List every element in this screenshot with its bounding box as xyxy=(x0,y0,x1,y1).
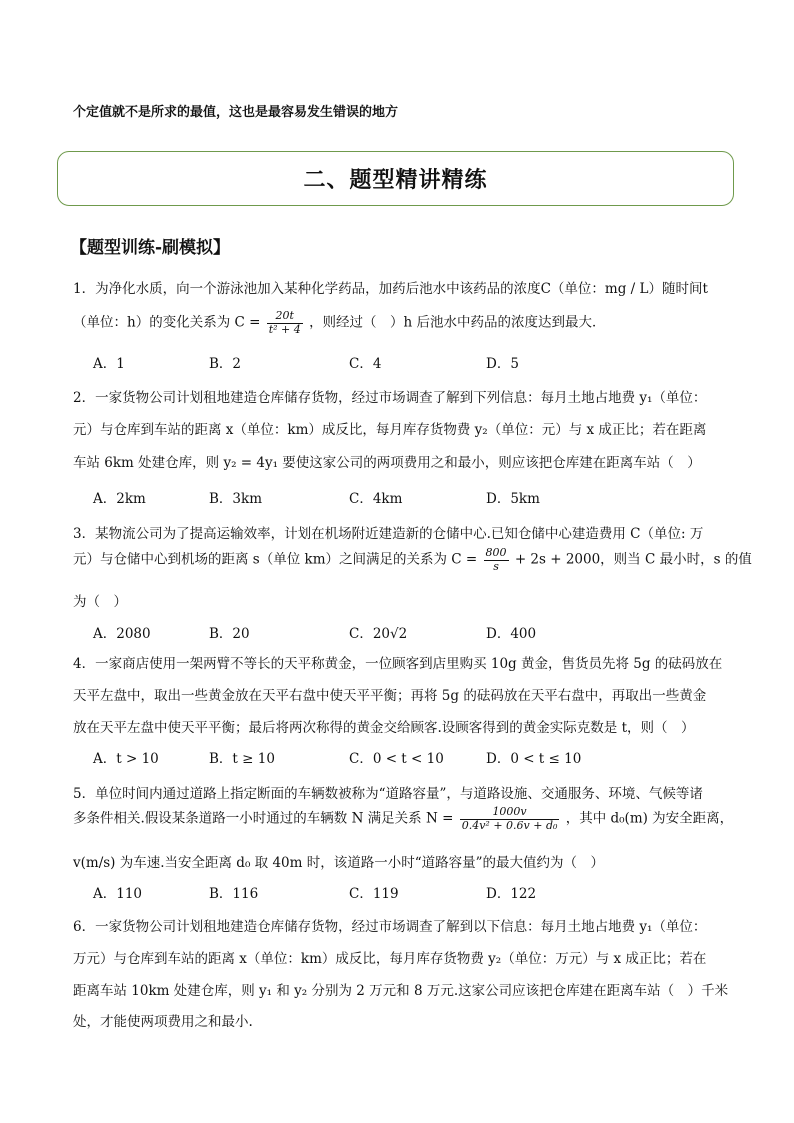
q1-line-2-text-a: （单位：h）的变化关系为 C = xyxy=(73,314,261,331)
q2-option-c: C．4km xyxy=(349,491,403,507)
intro-text: 个定值就不是所求的最值，这也是最容易发生错误的地方 xyxy=(73,105,399,120)
q6-line-2: 万元）与仓库到车站的距离 x（单位：km）成反比，每月库存货物费 y₂（单位：万元）与 x 成正比；若在 xyxy=(73,951,707,967)
q1-fraction-numerator: 20t xyxy=(267,310,303,324)
q5-options xyxy=(93,882,613,900)
q3-option-c: C．20√2 xyxy=(349,626,408,642)
q3-option-a: A．2080 xyxy=(93,626,151,642)
q5-option-d: D．122 xyxy=(486,886,537,902)
q3-fraction-numerator: 800 xyxy=(485,546,507,559)
q4-line-2: 天平左盘中，取出一些黄金放在天平右盘中使天平平衡；再将 5g 的砝码放在天平右盘中，再取出一些黄金 xyxy=(73,688,707,704)
q2-option-d: D．5km xyxy=(486,491,540,507)
q1-fraction-denominator: t² + 4 xyxy=(268,322,301,336)
q1-option-b: B．2 xyxy=(209,356,242,372)
q1-options xyxy=(93,352,613,370)
q2-line-1: 2．一家货物公司计划租地建造仓库储存货物，经过市场调查了解到下列信息：每月土地占地费 y₁（单位： xyxy=(73,390,707,406)
q4-option-d: D．0 < t ≤ 10 xyxy=(486,751,582,767)
q6-line-3: 距离车站 10km 处建仓库，则 y₁ 和 y₂ 分别为 2 万元和 8 万元.这家公司应该把仓库建在距离车站（ ）千米 xyxy=(73,983,729,999)
section-banner xyxy=(57,151,734,206)
q6-line-1: 6．一家货物公司计划租地建造仓库储存货物，经过市场调查了解到以下信息：每月土地占地费 y₁（单位： xyxy=(73,919,707,935)
q6-line-4: 处，才能使两项费用之和最小. xyxy=(73,1014,253,1030)
q3-line-2-text-a: 元）与仓储中心到机场的距离 s（单位 km）之间满足的关系为 C = xyxy=(73,551,478,568)
q5-fraction-numerator: 1000v xyxy=(460,806,560,820)
q4-line-3: 放在天平左盘中使天平平衡；最后将两次称得的黄金交给顾客.设顾客得到的黄金实际克数是 t，则（ ） xyxy=(73,720,695,736)
q4-option-a: A．t > 10 xyxy=(93,751,159,767)
section-tag: 【题型训练-刷模拟】 xyxy=(70,238,231,258)
q5-line-2 xyxy=(73,806,733,832)
q2-option-a: A．2km xyxy=(93,491,146,507)
banner-title: 二、题型精讲精练 xyxy=(303,168,488,193)
q1-line-2 xyxy=(73,310,606,336)
q2-line-2: 元）与仓库到车站的距离 x（单位：km）成反比，每月库存货物费 y₂（单位：元）与 x 成正比；若在距离 xyxy=(73,422,707,438)
q4-option-b: B．t ≥ 10 xyxy=(209,751,275,767)
q3-line-3: 为（ ） xyxy=(73,594,127,610)
q3-line-1: 3．某物流公司为了提高运输效率，计划在机场附近建造新的仓储中心.已知仓储中心建造费用 C（单位: 万 xyxy=(73,526,704,542)
q4-option-c: C．0 < t < 10 xyxy=(349,751,444,767)
q1-option-d: D．5 xyxy=(486,356,519,372)
q5-option-a: A．110 xyxy=(93,886,143,902)
q5-line-2-text-b: ，其中 d₀(m) 为安全距离， xyxy=(565,810,734,827)
q5-option-b: B．116 xyxy=(209,886,259,902)
q5-line-2-text-a: 多条件相关.假设某条道路一小时通过的车辆数 N 满足关系 N = xyxy=(73,810,454,827)
q1-line-1: 1．为净化水质，向一个游泳池加入某种化学药品，加药后池水中该药品的浓度C（单位：mg / L）随时间t xyxy=(73,281,708,297)
q2-option-b: B．3km xyxy=(209,491,262,507)
q3-fraction xyxy=(484,547,509,573)
q3-line-2-text-b: + 2s + 2000，则当 C 最小时，s 的值 xyxy=(514,551,752,568)
q3-fraction-denominator: s xyxy=(493,559,499,573)
q1-fraction xyxy=(267,310,303,336)
q2-line-3: 车站 6km 处建仓库，则 y₂ = 4y₁ 要使这家公司的两项费用之和最小，则应该把仓库建在距离车站（ ） xyxy=(73,455,701,471)
q4-line-1: 4．一家商店使用一架两臂不等长的天平称黄金，一位顾客到店里购买 10g 黄金，售货员先将 5g 的砝码放在 xyxy=(73,656,723,672)
q5-fraction xyxy=(460,806,560,832)
q1-line-2-text-b: ，则经过（ ）h 后池水中药品的浓度达到最大． xyxy=(309,314,606,331)
q2-options xyxy=(93,487,613,505)
q4-options xyxy=(93,747,613,765)
q5-option-c: C．119 xyxy=(349,886,399,902)
q1-option-a: A．1 xyxy=(93,356,125,372)
q5-fraction-denominator: 0.4v² + 0.6v + d₀ xyxy=(461,818,558,832)
q1-option-c: C．4 xyxy=(349,356,382,372)
q3-line-2 xyxy=(73,547,752,573)
q3-options xyxy=(93,622,613,640)
q3-option-b: B．20 xyxy=(209,626,250,642)
q5-line-3: v(m/s) 为车速.当安全距离 d₀ 取 40m 时，该道路一小时“道路容量”的最大值约为（ ） xyxy=(73,855,605,871)
q5-line-1: 5．单位时间内通过道路上指定断面的车辆数被称为“道路容量”，与道路设施、交通服务、环境、气候等诸 xyxy=(73,786,703,802)
q3-option-d: D．400 xyxy=(486,626,537,642)
